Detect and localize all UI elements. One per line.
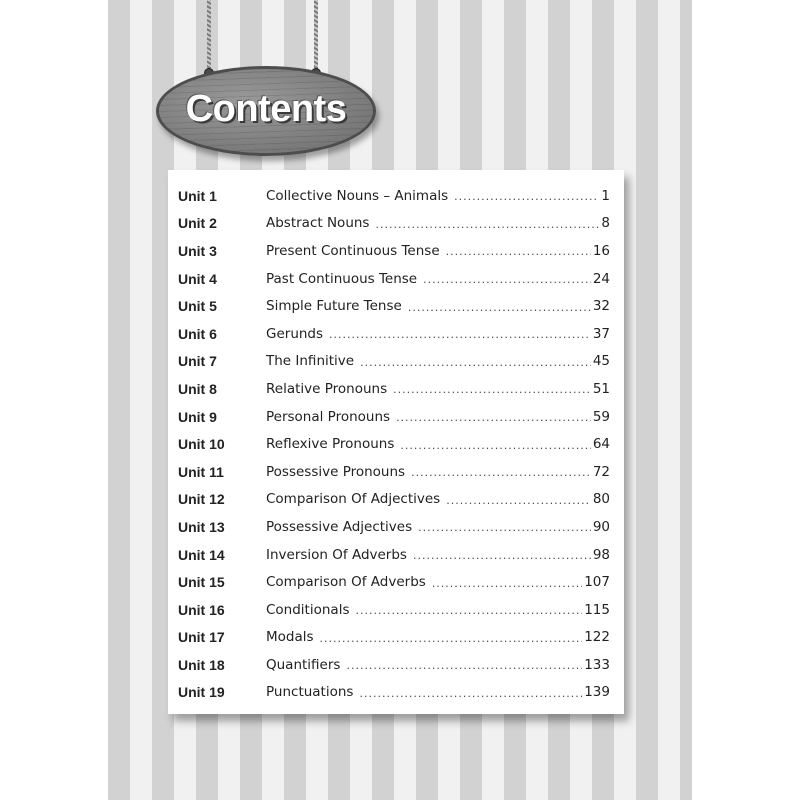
toc-entry[interactable] <box>178 265 610 293</box>
page-number: 37 <box>592 325 610 342</box>
unit-label: Unit 15 <box>178 574 225 591</box>
dot-leader <box>446 494 591 507</box>
toc-entry[interactable] <box>178 651 610 679</box>
entry-title: Gerunds <box>266 325 324 342</box>
page-number: 139 <box>584 684 610 701</box>
page-title: Contents <box>185 87 347 130</box>
page-number: 80 <box>592 491 610 508</box>
unit-label: Unit 5 <box>178 298 217 315</box>
page-number: 90 <box>592 518 610 535</box>
entry-title: Quantifiers <box>266 656 341 673</box>
entry-title: Possessive Adjectives <box>266 518 413 535</box>
dot-leader <box>346 659 582 672</box>
page-number: 64 <box>592 436 610 453</box>
contents-page <box>108 0 692 800</box>
entry-title: Present Continuous Tense <box>266 242 440 259</box>
dot-leader <box>396 411 591 424</box>
page-number: 1 <box>601 187 610 204</box>
wooden-sign <box>156 66 376 156</box>
page-number: 32 <box>592 298 610 315</box>
toc-entry[interactable] <box>178 541 610 569</box>
dot-leader <box>446 245 591 258</box>
dot-leader <box>355 604 582 617</box>
unit-label: Unit 2 <box>178 215 217 232</box>
toc-entry[interactable] <box>178 568 610 596</box>
unit-label: Unit 18 <box>178 656 225 673</box>
toc-entry[interactable] <box>178 513 610 541</box>
entry-title: Relative Pronouns <box>266 380 388 397</box>
entry-title: The Infinitive <box>266 353 355 370</box>
page-number: 45 <box>592 353 610 370</box>
dot-leader <box>423 273 591 286</box>
entry-title: Possessive Pronouns <box>266 463 406 480</box>
dot-leader <box>360 356 591 369</box>
page-number: 24 <box>592 270 610 287</box>
dot-leader <box>432 577 582 590</box>
hanging-rope <box>314 0 318 72</box>
unit-label: Unit 1 <box>178 187 217 204</box>
toc-entry[interactable] <box>178 348 610 376</box>
page-number: 115 <box>584 601 610 618</box>
toc-entry[interactable] <box>178 624 610 652</box>
toc-entry[interactable] <box>178 320 610 348</box>
dot-leader <box>454 190 599 203</box>
toc-entry[interactable] <box>178 679 610 707</box>
unit-label: Unit 6 <box>178 325 217 342</box>
toc-entry[interactable] <box>178 486 610 514</box>
unit-label: Unit 10 <box>178 436 225 453</box>
hanging-rope <box>207 0 211 72</box>
page-number: 51 <box>592 380 610 397</box>
entry-title: Simple Future Tense <box>266 298 402 315</box>
table-of-contents <box>178 182 610 706</box>
dot-leader <box>375 218 599 231</box>
toc-entry[interactable] <box>178 237 610 265</box>
dot-leader <box>359 687 582 700</box>
table-of-contents-card <box>168 170 624 714</box>
toc-entry[interactable] <box>178 210 610 238</box>
unit-label: Unit 3 <box>178 242 217 259</box>
entry-title: Punctuations <box>266 684 354 701</box>
unit-label: Unit 17 <box>178 629 225 646</box>
entry-title: Abstract Nouns <box>266 215 370 232</box>
unit-label: Unit 14 <box>178 546 225 563</box>
entry-title: Comparison Of Adjectives <box>266 491 441 508</box>
dot-leader <box>393 383 591 396</box>
entry-title: Modals <box>266 629 314 646</box>
entry-title: Personal Pronouns <box>266 408 391 425</box>
unit-label: Unit 7 <box>178 353 217 370</box>
page-number: 16 <box>592 242 610 259</box>
page-number: 59 <box>592 408 610 425</box>
entry-title: Inversion Of Adverbs <box>266 546 407 563</box>
page-number: 72 <box>592 463 610 480</box>
toc-entry[interactable] <box>178 458 610 486</box>
page-number: 98 <box>592 546 610 563</box>
entry-title: Conditionals <box>266 601 350 618</box>
entry-title: Comparison Of Adverbs <box>266 574 426 591</box>
page-number: 107 <box>584 574 610 591</box>
entry-title: Reflexive Pronouns <box>266 436 395 453</box>
dot-leader <box>320 632 583 645</box>
dot-leader <box>418 521 591 534</box>
unit-label: Unit 12 <box>178 491 225 508</box>
entry-title: Collective Nouns – Animals <box>266 187 449 204</box>
dot-leader <box>400 439 590 452</box>
dot-leader <box>408 301 591 314</box>
toc-entry[interactable] <box>178 182 610 210</box>
page-number: 8 <box>601 215 610 232</box>
dot-leader <box>329 328 591 341</box>
unit-label: Unit 11 <box>178 463 224 480</box>
toc-entry[interactable] <box>178 596 610 624</box>
unit-label: Unit 19 <box>178 684 225 701</box>
dot-leader <box>413 549 591 562</box>
unit-label: Unit 4 <box>178 270 217 287</box>
page-number: 133 <box>584 656 610 673</box>
unit-label: Unit 8 <box>178 380 217 397</box>
unit-label: Unit 9 <box>178 408 217 425</box>
page-number: 122 <box>584 629 610 646</box>
unit-label: Unit 16 <box>178 601 225 618</box>
entry-title: Past Continuous Tense <box>266 270 418 287</box>
dot-leader <box>411 466 591 479</box>
toc-entry[interactable] <box>178 292 610 320</box>
toc-entry[interactable] <box>178 375 610 403</box>
unit-label: Unit 13 <box>178 518 225 535</box>
toc-entry[interactable] <box>178 403 610 431</box>
toc-entry[interactable] <box>178 430 610 458</box>
